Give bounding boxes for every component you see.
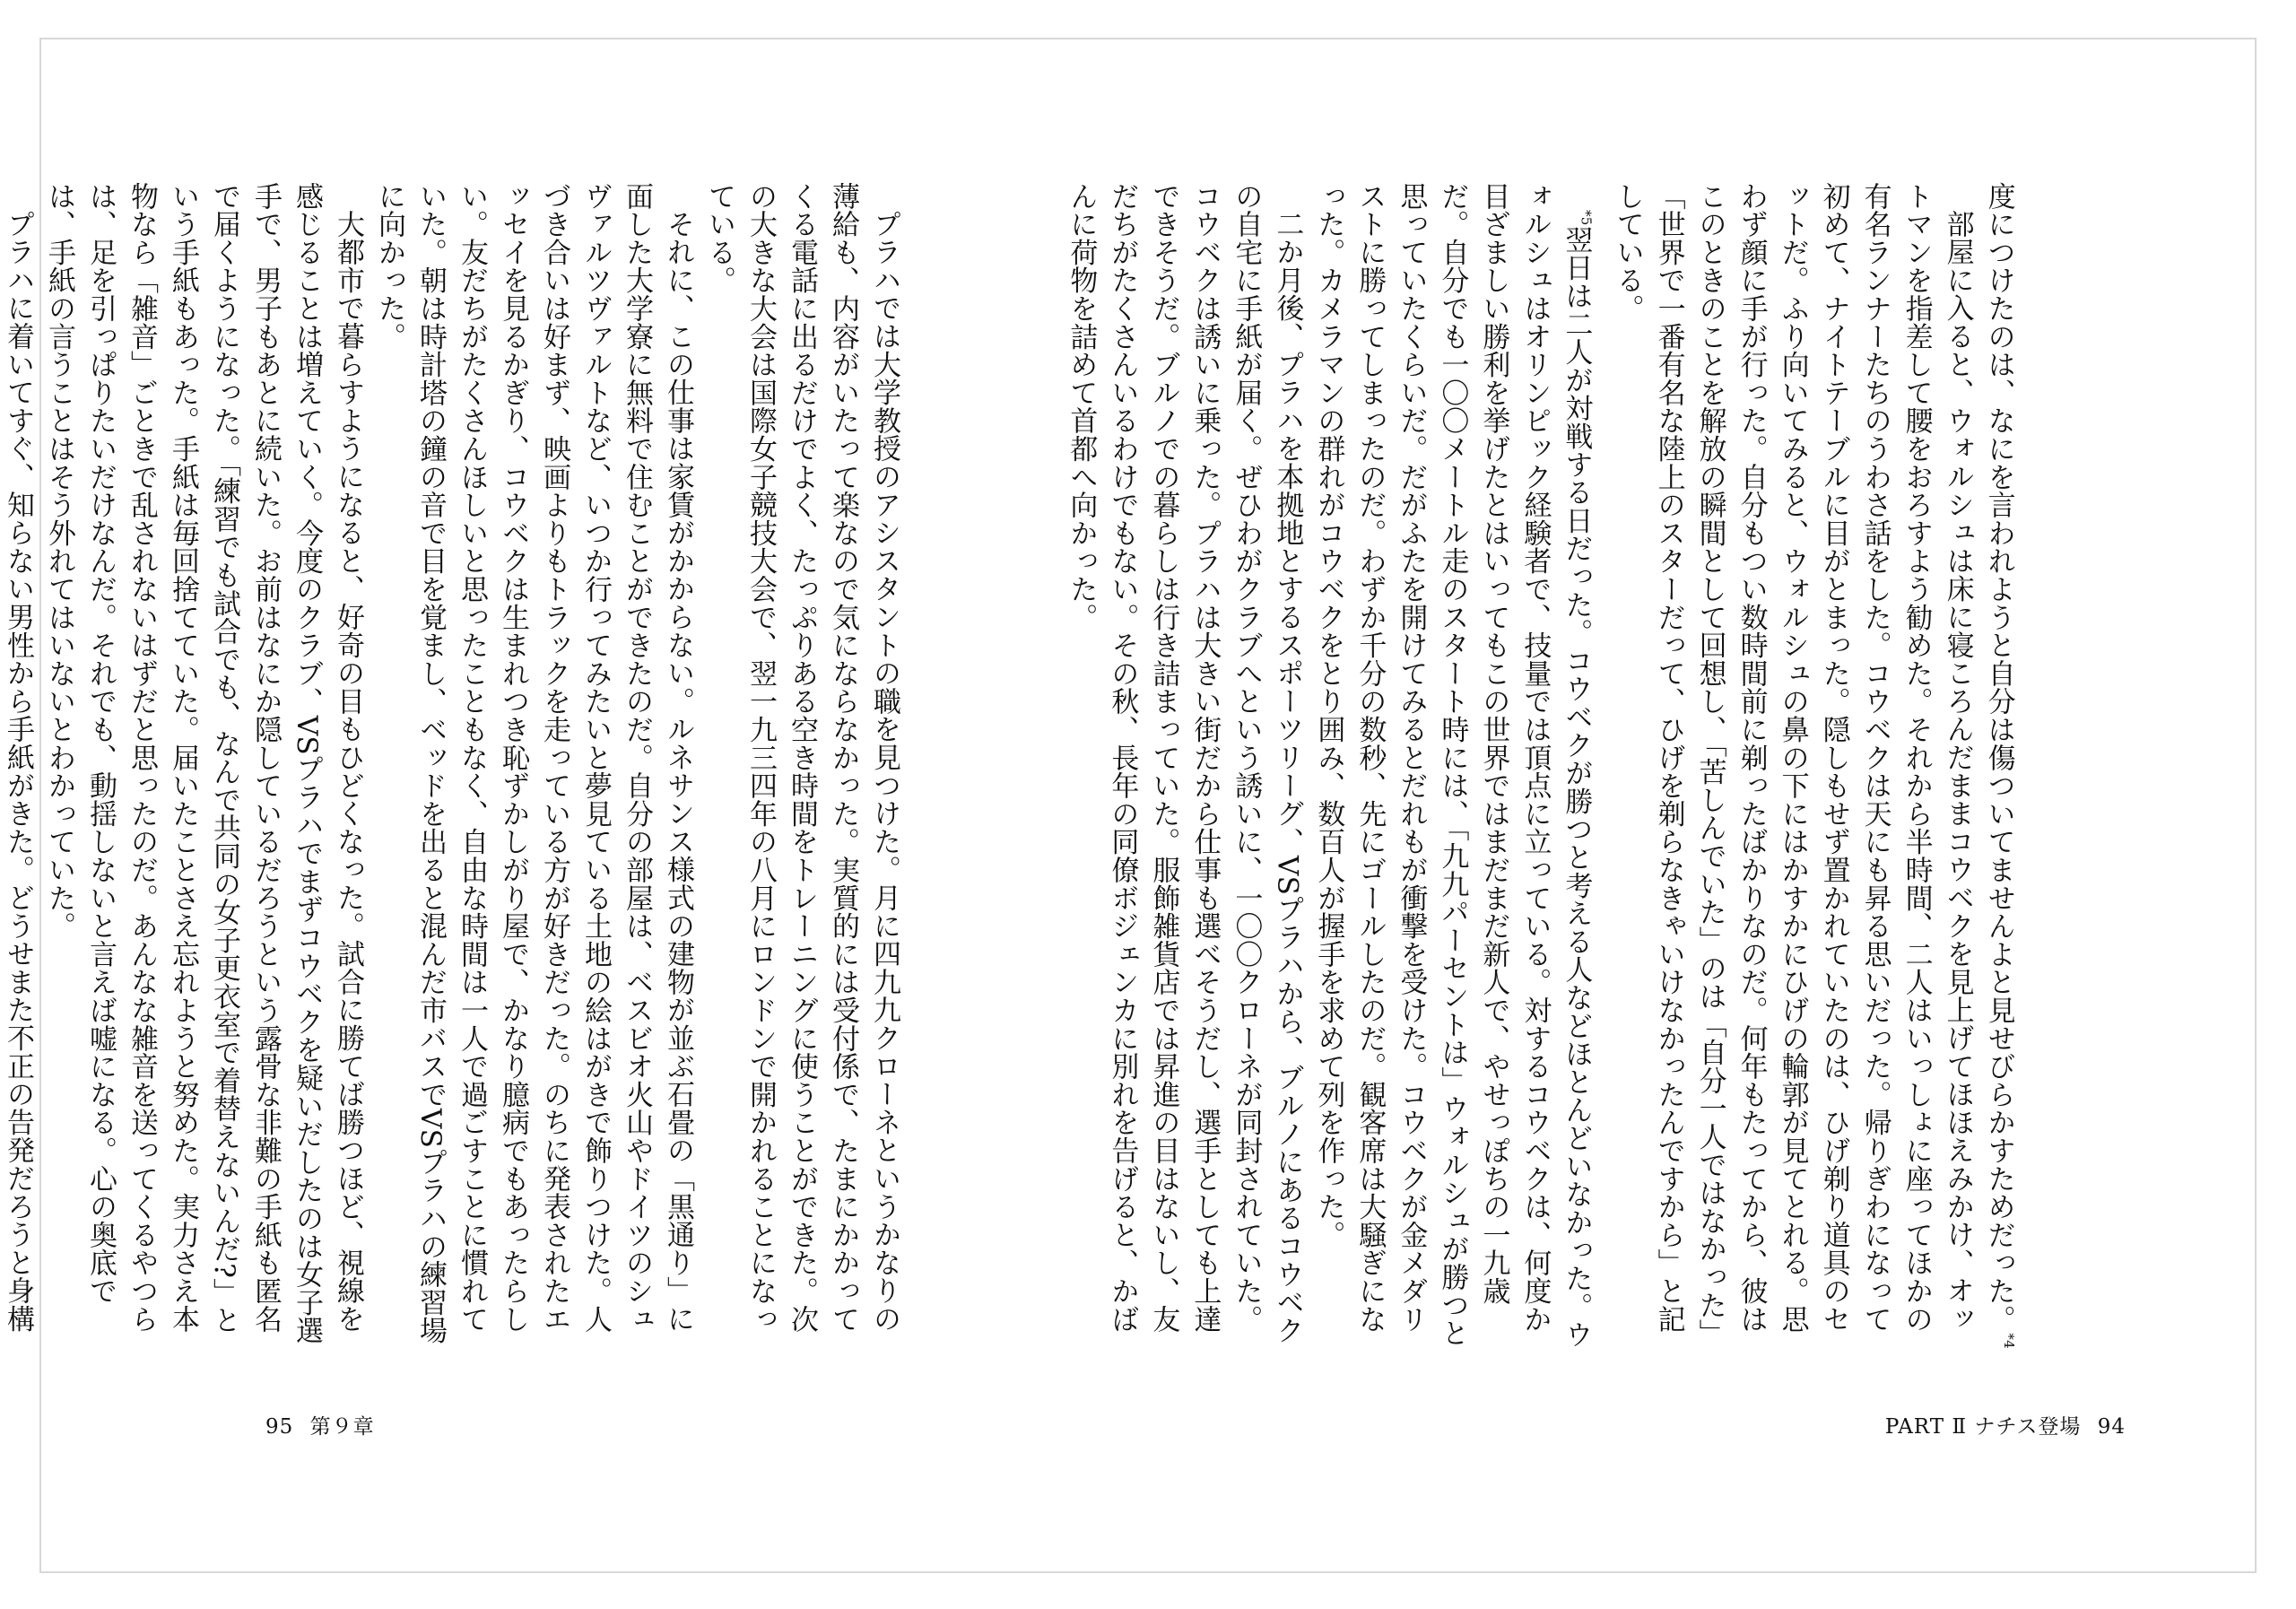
page-94 (1065, 39, 2258, 1571)
body-text-page-95 (2, 182, 905, 1359)
paragraph: プラハでは大学教授のアシスタントの職を見つけた。月に四九九クローネというかなりの薄給も、内容がいたって楽なので気にならなかった。実質的には受付係で、たまにかかってくる電話に出るだけでよく、たっぷりある空き時間をトレーニングに使うことができた。次の大きな大会は国際女子競技大会で、翌一九三四年の八月にロンドンで開かれることになっている。 (703, 182, 900, 1334)
paragraph: $^{*5}$翌日は二人が対戦する日だった。コウベクが勝つと考える人などほとんどいなかった。ウォルシュはオリンピック経験者で、技量では頂点に立っている。対するコウベクは、何度か目ざましい勝利を挙げたとはいってもこの世界ではまだまだ新人で、やせっぽちの一九歳だ。自分でも一〇〇メートル走のスタート時には、「九九パーセントは」ウォルシュが勝つと思っていたくらいだ。だがふたを開けてみるとだれもが衝撃を受けた。コウベクが金メダリストに勝ってしまったのだ。わずか千分の数秒、先にゴールしたのだ。観客席は大騒ぎになった。カメラマンの群れがコウベクをとり囲み、数百人が握手を求めて列を作った。 (1312, 182, 1595, 1349)
page-number: 95 (265, 1415, 294, 1439)
part-title: ナチス登場 (1974, 1415, 2082, 1439)
paragraph: 度につけたのは、なにを言われようと自分は傷ついてませんよと見せびらかすためだった。$^{*4}$ (1982, 182, 2017, 1349)
paragraph: 大都市で暮らすようになると、好奇の目もひどくなった。試合に勝てば勝つほど、視線を感じることは増えていく。今度のクラブ、VSプラハでまずコウベクを疑いだしたのは女子選手で、男子もあとに続いた。お前はなにか隠しているだろうという露骨な非難の手紙も匿名で届くようになった。「練習でも試合でも、なんで共同の女子更衣室で着替えないんだ?」という手紙もあった。手紙は毎回捨てていた。届いたことさえ忘れようと努めた。実力さえ本物なら「雑音」ごときで乱されないはずだと思ったのだ。あんなな雑音を送ってくるやつらは、足を引っぱりたいだけなんだ。それでも、動揺しないと言えば嘘になる。心の奥底では、手紙の言うことはそう外れてはいないとわかっていた。 (43, 182, 364, 1345)
footnote-marker: *4 (2001, 1333, 2017, 1349)
part-label: PART Ⅱ (1884, 1415, 1967, 1439)
paragraph: それに、この仕事は家賃がかからない。ルネサンス様式の建物が並ぶ石畳の「黒通り」に面した大学寮に無料で住むことができたのだ。自分の部屋は、ベスビオ火山やドイツのシュヴァルツヴァルトなど、いつか行ってみたいと夢見ている土地の絵はがきで飾りつけた。人づき合いは好まず、映画よりもトラックを走っている方が好きだった。のちに発表されたエッセイを見るかぎり、コウベクは生まれつき恥ずかしがり屋で、かなり臆病でもあったらしい。友だちがたくさんほしいと思ったこともなく、自由な時間は一人で過ごすことに慣れていた。朝は時計塔の鐘の音で目を覚まし、ベッドを出ると混んだ市バスでVSプラハの練習場に向かった。 (373, 182, 694, 1345)
body-text-page-94 (1065, 182, 2030, 1359)
paragraph: 二か月後、プラハを本拠地とするスポーツリーグ、VSプラハから、ブルノにあるコウベクの自宅に手紙が届く。ぜひわがクラブへという誘いに、一〇〇クローネが同封されていた。コウベクは誘いに乗った。プラハは大きい街だから仕事も選べそうだし、選手としても上達できそうだ。ブルノでの暮らしは行き詰まっていた。服飾雑貨店では昇進の目はないし、友だちがたくさんいるわけでもない。その秋、長年の同僚ボジェンカに別れを告げると、かばんに荷物を詰めて首都へ向かった。 (1065, 182, 1304, 1344)
book-spread (2, 38, 2257, 1573)
page-number: 94 (2097, 1415, 2126, 1439)
running-footer-right (1885, 1410, 2135, 1439)
chapter-label: 第９章 (309, 1415, 375, 1439)
page-95 (2, 39, 1150, 1571)
running-footer-left (257, 1410, 375, 1439)
paragraph: プラハに着いてすぐ、知らない男性から手紙がきた。どうせまた不正の告発だろうと身構 (2, 210, 34, 1333)
footnote-marker: *5 (1578, 210, 1595, 226)
paragraph: 部屋に入ると、ウォルシュは床に寝ころんだままコウベクを見上げてほほえみかけ、オットマンを指差して腰をおろすよう勧めた。それから半時間、二人はいっしょに座ってほかの有名ランナーたちのうわさ話をした。コウベクは天にも昇る思いだった。帰りぎわになって初めて、ナイトテーブルに目がとまった。隠しもせず置かれていたのは、ひげ剃り道具のセットだ。ふり向いてみると、ウォルシュの鼻の下にはかすかにひげの輪郭が見てとれる。思わず顔に手が行った。自分もつい数時間前に剃ったばかりなのだ。何年もたってから、彼はこのときのことを解放の瞬間として回想し、「苦しんでいた」のは「自分一人ではなかった」「世界で一番有名な陸上のスターだって、ひげを剃らなきゃいけなかったんですから」と記している。 (1611, 182, 1974, 1348)
